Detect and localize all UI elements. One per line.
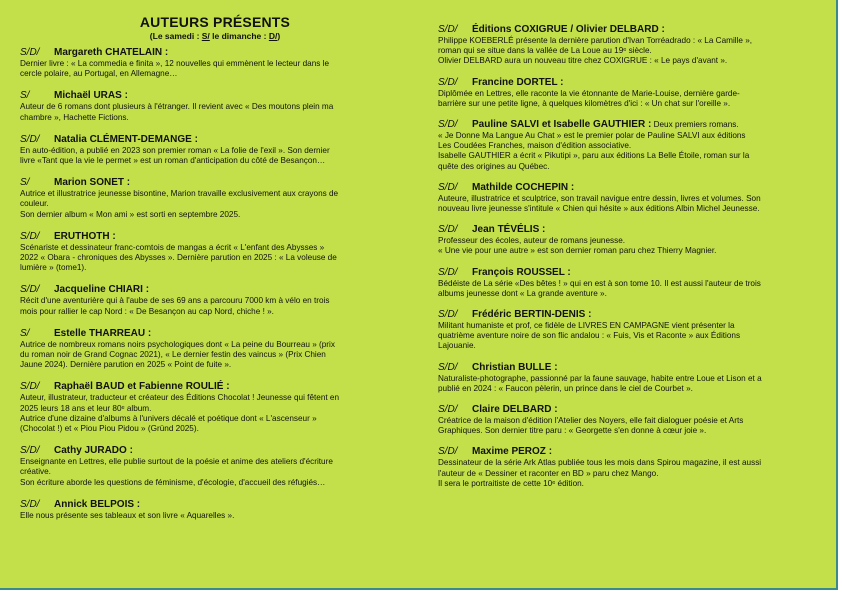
author-entry — [20, 284, 420, 316]
presence-days: S/D/ — [20, 47, 40, 58]
author-name: Cathy JURADO : — [54, 445, 133, 457]
presence-days: S/D/ — [438, 309, 458, 321]
description-line: Isabelle GAUTHIER a écrit « Pikutipi », paru aux éditions La Belle Étoile, roman sur la — [438, 151, 750, 161]
author-name: Michaël URAS : — [54, 90, 128, 102]
description-line: mois pour rallier le cap Nord : « De Besançon au cap Nord, chiche ! ». — [20, 306, 274, 316]
author-entry — [438, 404, 834, 436]
author-heading — [20, 134, 420, 146]
presence-days: S/D/ — [20, 133, 40, 145]
author-name: Claire DELBARD : — [472, 404, 558, 416]
presence-days: S/D/ — [438, 119, 458, 131]
author-name: Natalia CLÉMENT-DEMANGE : — [54, 133, 198, 145]
description-line: Elle nous présente ses tableaux et son livre « Aquarelles ». — [20, 510, 235, 520]
author-entry — [20, 328, 420, 371]
author-heading — [20, 381, 420, 393]
author-heading — [20, 499, 420, 511]
presence-days: S/D/ — [438, 76, 458, 88]
page-title: AUTEURS PRÉSENTS — [139, 14, 291, 30]
author-heading — [438, 309, 834, 321]
description-line: Les Coudées Franches, maison d'édition associative. — [438, 141, 632, 151]
description-line: « Je Donne Ma Langue Au Chat » est le premier polar de Pauline SALVI aux éditions — [438, 131, 746, 141]
heading-note: Deux premiers romans. — [651, 120, 739, 130]
presence-days: S/D/ — [20, 445, 40, 457]
description-line: Son dernier album « Mon ami » est sorti en septembre 2025. — [20, 209, 241, 219]
author-entry — [438, 77, 834, 109]
author-name: Jean TÉVÉLIS : — [472, 224, 546, 236]
description-line: chambre », Hachette Fictions. — [20, 112, 129, 122]
author-entry — [20, 381, 420, 434]
author-entry — [20, 499, 420, 521]
description-line: Autrice de nombreux romans noirs psychologiques dont « La peine du Bourreau » (prix — [20, 339, 335, 349]
author-description — [438, 374, 834, 394]
description-line: barrière sur une petite ligne, à quelques kilomètres d'ici : « Un chat sur l'oreille ». — [438, 98, 731, 108]
author-heading — [438, 77, 834, 89]
author-heading — [438, 182, 834, 194]
description-line: Auteure, illustratrice et sculptrice, son travail navigue entre dessin, livres et volumes. Son — [438, 193, 761, 203]
author-name: Marion SONET : — [54, 177, 131, 189]
author-description — [438, 194, 834, 214]
description-line: 2022 « Obara - chroniques des Abysses ». Dernière parution en 2025 : « La voleuse de — [20, 253, 337, 263]
legend-sunday: D/ — [268, 31, 278, 41]
presence-days: S/D/ — [438, 24, 458, 35]
author-heading — [20, 445, 420, 457]
description-line: « Une vie pour une autre » est son dernier roman paru chez Thierry Magnier. — [438, 246, 717, 256]
author-name: Annick BELPOIS : — [54, 498, 141, 510]
description-line: Scénariste et dessinateur franc-comtois de mangas a écrit « L'enfant des Abysses » — [20, 242, 325, 252]
description-line: En auto-édition, a publié en 2023 son premier roman « La folie de l'exil ». Son dernier — [20, 145, 330, 155]
author-description — [20, 146, 420, 166]
author-name: Christian BULLE : — [472, 361, 558, 373]
author-name: Pauline SALVI et Isabelle GAUTHIER : — [472, 119, 652, 131]
author-description — [20, 243, 420, 274]
presence-days: S/ — [20, 177, 30, 189]
author-name: Estelle THARREAU : — [54, 327, 152, 339]
description-line: l'auteur de « Dessiner et raconter en BD » paru chez Mango. — [438, 468, 659, 478]
author-description — [438, 416, 834, 436]
legend-prefix: (Le samedi : — [149, 31, 202, 41]
author-description — [20, 393, 420, 434]
description-line: Autrice et illustratrice jeunesse bisontine, Marion travaille exclusivement aux crayons de — [20, 189, 339, 199]
author-entry — [438, 309, 834, 352]
author-name: ERUTHOTH : — [54, 230, 116, 242]
days-legend — [10, 31, 420, 41]
author-name: Margareth CHATELAIN : — [54, 47, 169, 58]
left-author-list — [20, 47, 420, 521]
author-description — [438, 236, 834, 256]
author-description — [20, 189, 420, 220]
author-name: Éditions COXIGRUE / Olivier DELBARD : — [472, 24, 665, 35]
description-line: Professeur des écoles, auteur de romans jeunesse. — [438, 236, 626, 246]
presence-days: S/D/ — [20, 381, 40, 393]
description-line: Autrice d'une dizaine d'albums à l'univers décalé et poétique dont « L'ascenseur » — [20, 413, 317, 423]
author-heading — [438, 404, 834, 416]
title-block — [10, 14, 420, 41]
description-line: quatrième aventure noire de son flic andalou : « Fuis, Vis et Raconte » aux Éditions — [438, 331, 741, 341]
presence-days: S/D/ — [20, 498, 40, 510]
right-column — [438, 24, 834, 499]
presence-days: S/D/ — [20, 284, 40, 296]
author-heading — [20, 231, 420, 243]
author-entry — [438, 267, 834, 299]
description-line: couleur. — [20, 199, 49, 209]
description-line: Olivier DELBARD aura un nouveau titre chez COXIGRUE : « Le pays d'avant ». — [438, 56, 728, 66]
author-entry — [438, 182, 834, 214]
author-heading — [20, 284, 420, 296]
author-description — [438, 279, 834, 299]
author-name: Jacqueline CHIARI : — [54, 284, 150, 296]
presence-days: S/D/ — [438, 446, 458, 458]
author-description — [438, 458, 834, 489]
author-heading — [20, 47, 420, 59]
description-line: 2025 leurs 18 ans et leur 80ᵉ album. — [20, 403, 152, 413]
author-heading — [20, 177, 420, 189]
author-entry — [20, 134, 420, 166]
author-heading — [438, 267, 834, 279]
author-entry — [438, 362, 834, 394]
author-entry — [438, 24, 834, 67]
author-description — [20, 296, 420, 316]
author-heading — [20, 328, 420, 340]
author-entry — [20, 47, 420, 79]
author-heading — [20, 90, 420, 102]
description-line: Graphiques. Son dernier titre paru : « Georgette s'en donne à cœur joie ». — [438, 426, 707, 436]
author-entry — [20, 231, 420, 274]
description-line: nouveau livre jeunesse s'intitule « Chien qui hésite » aux éditions Albin Michel Jeunesse. — [438, 204, 760, 214]
author-heading — [438, 224, 834, 236]
author-entry — [438, 446, 834, 489]
description-line: publié en 2024 : « Faucon pèlerin, un prince dans le ciel de Courbet ». — [438, 383, 693, 393]
legend-saturday: S/ — [201, 31, 210, 41]
description-line: livre «Tant que la vie le permet » est un roman d'anticipation du côté de Besançon… — [20, 156, 326, 166]
author-entry — [438, 224, 834, 256]
author-name: Frédéric BERTIN-DENIS : — [472, 309, 592, 321]
author-description — [20, 102, 420, 122]
description-line: Jaune 2024). Dernière parution en 2025 « Point de fuite ». — [20, 360, 232, 370]
description-line: Lajouanie. — [438, 341, 476, 351]
description-line: Récit d'une aventurière qui à l'aube de ses 69 ans a parcouru 7000 km à vélo en trois — [20, 296, 330, 306]
author-entry — [20, 445, 420, 488]
description-line: Naturaliste-photographe, passionné par la faune sauvage, habite entre Loue et Lison et a — [438, 373, 762, 383]
description-line: Son écriture aborde les questions de féminisme, d'écologie, d'accueil des réfugiés… — [20, 477, 326, 487]
author-heading — [438, 362, 834, 374]
description-line: Enseignante en Lettres, elle publie surtout de la poésie et anime des ateliers d'écriture — [20, 457, 333, 467]
author-heading — [438, 24, 834, 36]
description-line: créative. — [20, 467, 51, 477]
author-entry — [438, 119, 834, 172]
author-name: Raphaël BAUD et Fabienne ROULIÉ : — [54, 381, 230, 393]
description-line: Bédéiste de La série «Des bêtes ! » qui en est à son tome 10. Il est aussi l'auteur de trois — [438, 278, 761, 288]
right-author-list — [438, 24, 834, 489]
presence-days: S/D/ — [438, 181, 458, 193]
legend-mid: le dimanche : — [209, 31, 269, 41]
author-description — [20, 59, 420, 79]
author-description — [438, 131, 834, 172]
description-line: Créatrice de la maison d'édition l'Atelier des Noyers, elle fait dialoguer poésie et Arts — [438, 416, 744, 426]
author-entry — [20, 177, 420, 220]
description-line: du roman noir de Grand Cognac 2021), « Le dernier festin des vaincus » (Prix Chien — [20, 350, 326, 360]
author-description — [438, 36, 834, 67]
presence-days: S/ — [20, 90, 30, 102]
author-heading — [438, 446, 834, 458]
legend-suffix: ) — [277, 31, 281, 41]
description-line: Dessinateur de la série Ark Atlas publiée tous les mois dans Spirou magazine, il est aussi — [438, 458, 762, 468]
author-description — [20, 457, 420, 488]
author-description — [438, 321, 834, 352]
author-name: Mathilde COCHEPIN : — [472, 181, 575, 193]
author-name: François ROUSSEL : — [472, 266, 571, 278]
presence-days: S/ — [20, 327, 30, 339]
description-line: Il sera le portraitiste de cette 10ᵉ édition. — [438, 478, 584, 488]
author-name: Maxime PEROZ : — [472, 446, 553, 458]
description-line: roman qui se situe dans la vallée de La Loue au 19ᵉ siècle. — [438, 46, 652, 56]
description-line: Diplômée en Lettres, elle raconte la vie étonnante de Marie-Louise, dernière garde- — [438, 88, 740, 98]
left-column — [20, 14, 420, 532]
author-description — [438, 89, 834, 109]
description-line: Philippe KOEBERLÉ présente la dernière parution d'Ivan Torréadrado : « La Camille », — [438, 36, 753, 45]
description-line: Dernier livre : « La commedia e finita », 12 nouvelles qui emmènent le lecteur dans le — [20, 59, 330, 68]
author-heading — [438, 119, 834, 131]
description-line: albums jeunesse dont « La grande aventure ». — [438, 288, 607, 298]
presence-days: S/D/ — [438, 404, 458, 416]
author-description — [20, 511, 420, 521]
description-line: (Chocolat !) et « Piou Piou Pidou » (Gründ 2025). — [20, 424, 199, 434]
description-line: Auteur, illustrateur, traducteur et créateur des Éditions Chocolat ! Jeunesse qui fêtent en — [20, 393, 340, 403]
description-line: Auteur de 6 romans dont plusieurs à l'étranger. Il revient avec « Des moutons plein ma — [20, 102, 334, 112]
presence-days: S/D/ — [20, 230, 40, 242]
author-description — [20, 340, 420, 371]
description-line: lumière » (tome1). — [20, 263, 87, 273]
presence-days: S/D/ — [438, 224, 458, 236]
author-name: Francine DORTEL : — [472, 76, 564, 88]
description-line: quête des origines au Québec. — [438, 161, 550, 171]
presence-days: S/D/ — [438, 266, 458, 278]
presence-days: S/D/ — [438, 361, 458, 373]
author-entry — [20, 90, 420, 122]
description-line: Militant humaniste et prof, ce fidèle de LIVRES EN CAMPAGNE vient présenter la — [438, 321, 735, 331]
description-line: cercle polaire, au Portugal, en Allemagne… — [20, 69, 178, 79]
